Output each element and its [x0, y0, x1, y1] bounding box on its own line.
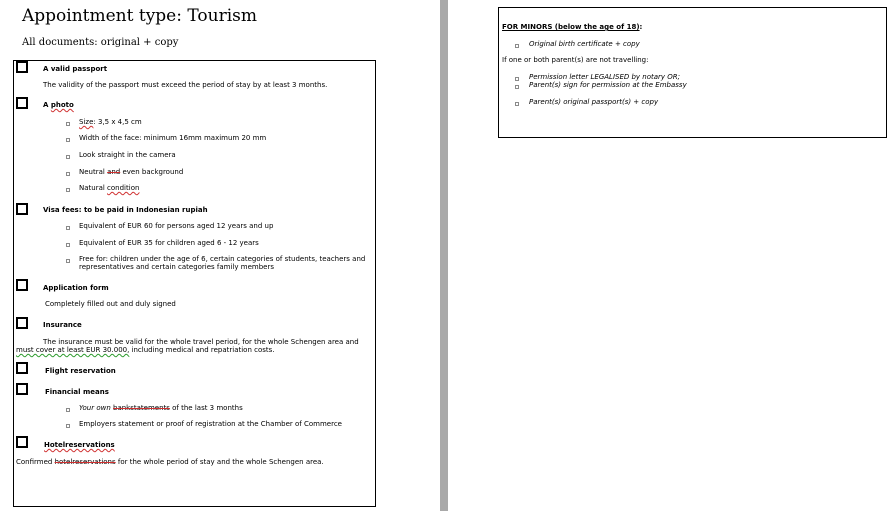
minors-condition: If one or both parent(s) are not travelling:	[502, 56, 649, 64]
visa-fee-free-line2: representatives and certain categories family members	[79, 263, 274, 271]
insurance-heading: Insurance	[43, 321, 82, 329]
visa-fee-adult: Equivalent of EUR 60 for persons aged 12 years and up	[79, 222, 274, 230]
page-subtitle: All documents: original + copy	[22, 37, 179, 48]
insurance-checkbox[interactable]	[16, 317, 28, 329]
application-form-text: Completely filled out and duly signed	[45, 300, 176, 308]
minors-heading: FOR MINORS (below the age of 18):	[502, 23, 643, 31]
passport-checkbox[interactable]	[16, 61, 28, 73]
photo-item-width: Width of the face: minimum 16mm maximum 20 mm	[79, 134, 267, 142]
insurance-text-line1: The insurance must be valid for the whole travel period, for the whole Schengen area and	[43, 338, 359, 346]
bullet-icon	[66, 138, 70, 142]
hotel-text: Confirmed hotelreservations for the whole period of stay and the whole Schengen area.	[16, 458, 324, 466]
bullet-icon	[66, 226, 70, 230]
minors-parent-passport: Parent(s) original passport(s) + copy	[529, 98, 659, 106]
photo-heading: A photo	[43, 101, 74, 109]
hotel-heading: Hotelreservations	[44, 441, 115, 449]
photo-item-look: Look straight in the camera	[79, 151, 176, 159]
photo-item-background: Neutral and even background	[79, 168, 184, 176]
bullet-icon	[515, 44, 519, 48]
visa-fee-free-line1: Free for: children under the age of 6, certain categories of students, teachers and	[79, 255, 366, 263]
financial-item-bankstatements: Your own bankstatements of the last 3 months	[79, 404, 243, 412]
photo-heading-word: photo	[50, 101, 74, 109]
minors-parent-sign: Parent(s) sign for permission at the Embassy	[529, 81, 687, 89]
page-divider	[440, 0, 448, 511]
hotel-checkbox[interactable]	[16, 436, 28, 448]
visa-fees-checkbox[interactable]	[16, 203, 28, 215]
photo-item-size: Size: 3,5 x 4,5 cm	[79, 118, 142, 126]
visa-fee-child: Equivalent of EUR 35 for children aged 6 - 12 years	[79, 239, 259, 247]
bullet-icon	[515, 102, 519, 106]
photo-item-natural: Natural condition	[79, 184, 140, 192]
bullet-icon	[66, 188, 70, 192]
bullet-icon	[66, 155, 70, 159]
passport-text: The validity of the passport must exceed the period of stay by at least 3 months.	[43, 81, 328, 89]
page-title: Appointment type: Tourism	[22, 6, 257, 26]
bullet-icon	[66, 122, 70, 126]
minors-birth-certificate: Original birth certificate + copy	[529, 40, 640, 48]
insurance-text-line2: must cover at least EUR 30.000, including medical and repatriation costs.	[16, 346, 275, 354]
flight-heading: Flight reservation	[45, 367, 116, 375]
photo-checkbox[interactable]	[16, 97, 28, 109]
document-page-right	[455, 0, 889, 511]
page-gutter	[430, 0, 455, 511]
passport-heading: A valid passport	[43, 65, 108, 73]
minors-permission-letter: Permission letter LEGALISED by notary OR;	[529, 73, 681, 81]
financial-item-employer: Employers statement or proof of registration at the Chamber of Commerce	[79, 420, 342, 428]
flight-checkbox[interactable]	[16, 362, 28, 374]
bullet-icon	[66, 243, 70, 247]
bullet-icon	[66, 408, 70, 412]
bullet-icon	[66, 259, 70, 263]
bullet-icon	[66, 424, 70, 428]
bullet-icon	[515, 77, 519, 81]
bullet-icon	[66, 172, 70, 176]
bullet-icon	[515, 85, 519, 89]
visa-fees-heading: Visa fees: to be paid in Indonesian rupiah	[43, 206, 208, 214]
application-form-heading: Application form	[43, 284, 109, 292]
financial-checkbox[interactable]	[16, 383, 28, 395]
financial-heading: Financial means	[45, 388, 109, 396]
document-page-left	[0, 0, 430, 511]
application-form-checkbox[interactable]	[16, 279, 28, 291]
